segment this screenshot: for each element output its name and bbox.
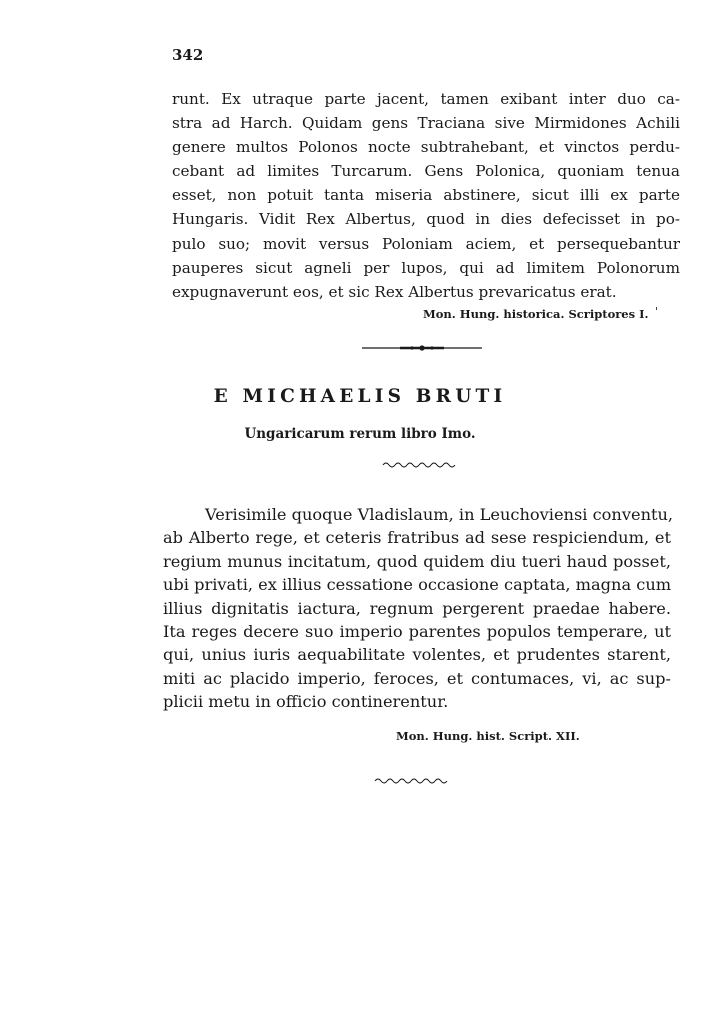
text-line: esset, non potuit tanta miseria abstinere, sicut illi ex parte (172, 186, 680, 205)
source-citation-1: Mon. Hung. historica. Scriptores I. (423, 307, 649, 321)
wavy-rule-ornament (382, 461, 458, 469)
text-line: genere multos Polonos nocte subtrahebant, et vinctos perdu- (172, 138, 680, 157)
stray-mark: ' (655, 305, 659, 318)
section-divider-ornament (360, 343, 484, 353)
text-line: Ita reges decere suo imperio parentes populos temperare, ut (163, 622, 671, 642)
text-line: stra ad Harch. Quidam gens Traciana sive Mirmidones Achili (172, 114, 680, 133)
text-line: expugnaverunt eos, et sic Rex Albertus prevaricatus erat. (172, 282, 617, 301)
section-heading: E MICHAELIS BRUTI (213, 386, 507, 407)
section-subheading: Ungaricarum rerum libro Imo. (244, 426, 476, 442)
text-line: regium munus incitatum, quod quidem diu tueri haud posset, (163, 551, 671, 571)
text-line: runt. Ex utraque parte jacent, tamen exibant inter duo ca- (172, 90, 680, 108)
text-line: pulo suo; movit versus Poloniam aciem, et persequebantur (172, 234, 680, 253)
text-line: plicii metu in officio continerentur. (163, 692, 449, 712)
text-line: ubi privati, ex illius cessatione occasione captata, magna cum (163, 575, 672, 595)
page-number: 342 (172, 46, 204, 64)
source-citation-2: Mon. Hung. hist. Script. XII. (396, 729, 580, 743)
text-line: pauperes sicut agneli per lupos, qui ad limitem Polonorum (172, 258, 680, 277)
text-line: cebant ad limites Turcarum. Gens Polonica, quoniam tenua (172, 162, 680, 181)
text-line: Hungaris. Vidit Rex Albertus, quod in dies defecisset in po- (172, 210, 680, 229)
passage-1 (172, 87, 680, 304)
text-line: Verisimile quoque Vladislaum, in Leuchoviensi conventu, (205, 505, 674, 524)
text-line: ab Alberto rege, et ceteris fratribus ad sese respiciendum, et (163, 528, 671, 548)
wavy-rule-ornament (374, 777, 452, 785)
text-line: miti ac placido imperio, feroces, et contumaces, vi, ac sup- (163, 668, 671, 688)
text-line: illius dignitatis iactura, regnum pergerent praedae habere. (163, 598, 671, 618)
passage-2 (163, 503, 674, 714)
text-line: qui, unius iuris aequabilitate volentes, et prudentes starent, (163, 645, 671, 665)
